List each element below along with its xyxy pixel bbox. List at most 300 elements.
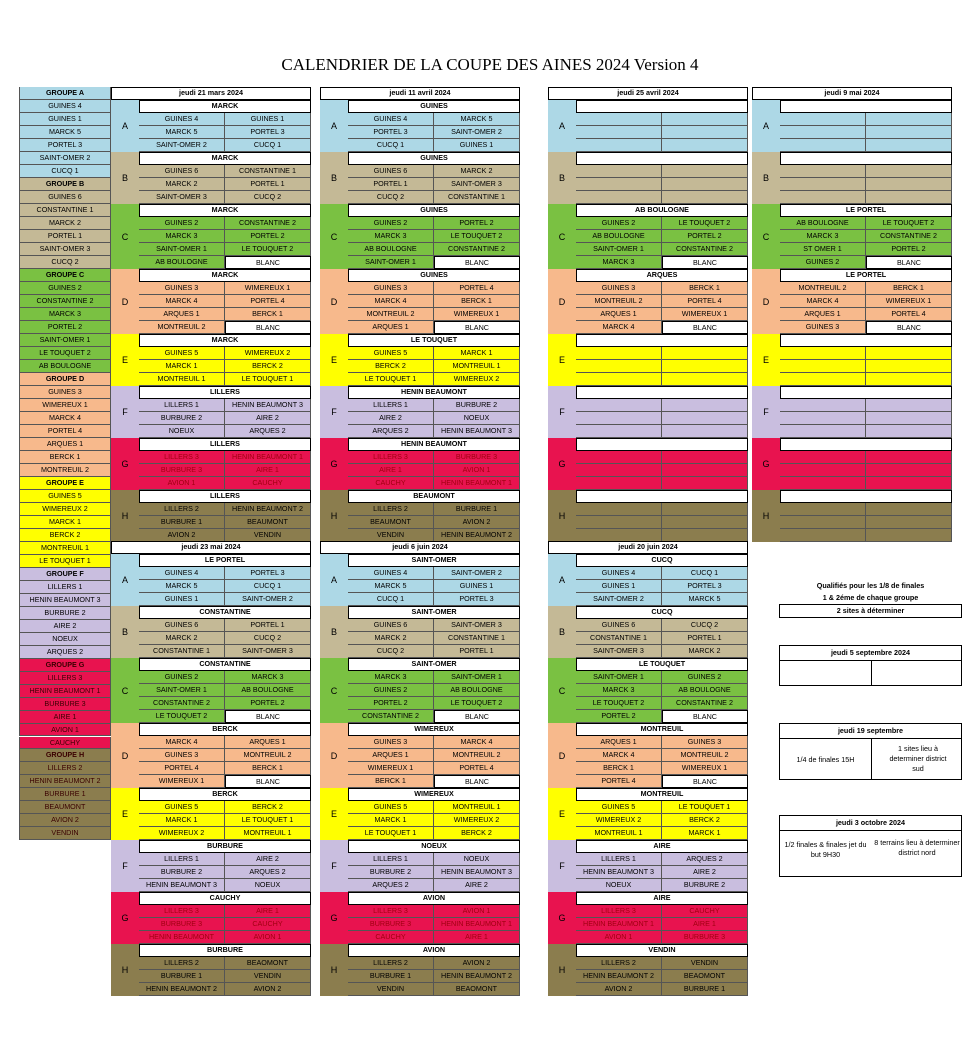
match-team: WIMEREUX 2 — [139, 827, 225, 840]
group-letter: F — [111, 840, 139, 892]
match-team — [780, 347, 866, 360]
match-team — [662, 412, 748, 425]
venue-header: HENIN BEAUMONT — [348, 438, 520, 451]
match-team: MARCK 5 — [662, 593, 748, 606]
match-team: AVION 1 — [576, 931, 662, 944]
match-team: LILLERS 3 — [576, 905, 662, 918]
match-team: VENDIN — [662, 957, 748, 970]
team-entry: BERCK 2 — [19, 529, 111, 542]
match-team: ARQUES 1 — [348, 321, 434, 334]
match-team — [866, 360, 952, 373]
match-team: PORTEL 2 — [348, 697, 434, 710]
venue-header — [576, 490, 748, 503]
match-team: BEAUMONT — [225, 516, 311, 529]
match-team: LILLERS 2 — [576, 957, 662, 970]
match-team: LILLERS 1 — [139, 853, 225, 866]
match-team: PORTEL 1 — [434, 645, 520, 658]
team-entry: LILLERS 1 — [19, 581, 111, 594]
venue-header: BERCK — [139, 723, 311, 736]
match-team — [866, 165, 952, 178]
match-team: HENIN BEAUMONT 1 — [225, 451, 311, 464]
match-team: AB BOULOGNE — [139, 256, 225, 269]
match-team: MONTREUIL 1 — [434, 360, 520, 373]
group-letter: C — [548, 658, 576, 723]
group-letter: G — [320, 892, 348, 944]
venue-header: LILLERS — [139, 386, 311, 399]
match-team: SAINT-OMER 2 — [434, 567, 520, 580]
team-entry: WIMEREUX 1 — [19, 399, 111, 412]
match-team: LILLERS 1 — [348, 399, 434, 412]
match-team: CUCQ 1 — [225, 580, 311, 593]
match-team: AVION 2 — [434, 516, 520, 529]
match-team: ARQUES 1 — [780, 308, 866, 321]
team-entry: GUINES 4 — [19, 100, 111, 113]
match-team: GUINES 2 — [139, 217, 225, 230]
match-team: BERCK 1 — [225, 762, 311, 775]
match-team: GUINES 1 — [434, 139, 520, 152]
match-team: MARCK 5 — [139, 126, 225, 139]
team-entry: ARQUES 1 — [19, 438, 111, 451]
match-team: PORTEL 3 — [348, 126, 434, 139]
match-team: LE TOUQUET 2 — [139, 710, 225, 723]
venue-header — [780, 100, 952, 113]
match-team: AB BOULOGNE — [780, 217, 866, 230]
match-team: BLANC — [434, 256, 520, 269]
team-entry: BEAUMONT — [19, 801, 111, 814]
match-team: MONTREUIL 2 — [434, 749, 520, 762]
match-team — [576, 477, 662, 490]
match-team: PORTEL 4 — [866, 308, 952, 321]
group-letter: G — [548, 438, 576, 490]
group-letter: F — [320, 386, 348, 438]
group-letter: E — [320, 334, 348, 386]
venue-header: GUINES — [348, 152, 520, 165]
match-team: VENDIN — [348, 529, 434, 542]
match-team: GUINES 5 — [576, 801, 662, 814]
match-team — [662, 425, 748, 438]
match-team: MARCK 4 — [348, 295, 434, 308]
group-letter: H — [548, 490, 576, 542]
match-team: CUCQ 2 — [348, 191, 434, 204]
match-team: SAINT-OMER 3 — [434, 619, 520, 632]
match-team: SAINT-OMER 1 — [348, 256, 434, 269]
match-team: BERCK 2 — [434, 827, 520, 840]
match-team: SAINT-OMER 3 — [434, 178, 520, 191]
match-team: BURBURE 3 — [139, 464, 225, 477]
match-team — [662, 516, 748, 529]
match-team — [866, 178, 952, 191]
match-team: GUINES 5 — [139, 347, 225, 360]
match-team: GUINES 2 — [662, 671, 748, 684]
match-team: AIRE 1 — [225, 464, 311, 477]
venue-header: CONSTANTINE — [139, 606, 311, 619]
match-team — [780, 360, 866, 373]
match-team: CAUCHY — [662, 905, 748, 918]
match-team: GUINES 5 — [139, 801, 225, 814]
venue-header: LE TOUQUET — [576, 658, 748, 671]
final-date: jeudi 3 octobre 2024 — [780, 816, 961, 831]
team-entry: PORTEL 2 — [19, 321, 111, 334]
venue-header: MONTREUIL — [576, 723, 748, 736]
match-team: MARCK 1 — [434, 347, 520, 360]
group-heading: GROUPE G — [19, 659, 111, 672]
match-team: BLANC — [662, 256, 748, 269]
venue-header: GUINES — [348, 269, 520, 282]
date-header: jeudi 25 avril 2024 — [548, 87, 748, 100]
match-team: BLANC — [225, 710, 311, 723]
group-letter: E — [548, 788, 576, 840]
match-team: HENIN BEAUMONT 1 — [434, 918, 520, 931]
match-team: MARCK 2 — [139, 178, 225, 191]
group-letter: A — [752, 100, 780, 152]
team-entry: MONTREUIL 1 — [19, 542, 111, 555]
match-team: MONTREUIL 2 — [576, 295, 662, 308]
group-letter: F — [548, 840, 576, 892]
team-entry: MARCK 4 — [19, 412, 111, 425]
match-team — [576, 113, 662, 126]
team-entry: SAINT-OMER 2 — [19, 152, 111, 165]
match-team — [780, 165, 866, 178]
match-team: BLANC — [225, 321, 311, 334]
venue-header: BURBURE — [139, 840, 311, 853]
match-team: HENIN BEAUMONT 2 — [434, 529, 520, 542]
match-team: GUINES 6 — [576, 619, 662, 632]
team-entry: BERCK 1 — [19, 451, 111, 464]
match-team — [780, 191, 866, 204]
match-team: HENIN BEAUMONT 3 — [225, 399, 311, 412]
match-team: BLANC — [866, 321, 952, 334]
match-team: ARQUES 2 — [225, 866, 311, 879]
match-team: LE TOUQUET 1 — [662, 801, 748, 814]
match-team: AVION 1 — [434, 464, 520, 477]
match-team: AIRE 2 — [434, 879, 520, 892]
divider — [871, 661, 872, 686]
match-team: HENIN BEAUMONT 3 — [434, 866, 520, 879]
match-team: BERCK 1 — [434, 295, 520, 308]
match-team: MARCK 5 — [434, 113, 520, 126]
match-team: NOEUX — [139, 425, 225, 438]
venue-header: AIRE — [576, 892, 748, 905]
match-team: LILLERS 2 — [139, 503, 225, 516]
venue-header — [780, 152, 952, 165]
match-team: NOEUX — [576, 879, 662, 892]
match-team: MARCK 3 — [576, 256, 662, 269]
match-team: CONSTANTINE 1 — [434, 191, 520, 204]
venue-header: BURBURE — [139, 944, 311, 957]
venue-header: WIMEREUX — [348, 788, 520, 801]
match-team: PORTEL 3 — [225, 567, 311, 580]
venue-header: GUINES — [348, 100, 520, 113]
group-letter: E — [548, 334, 576, 386]
match-team — [576, 178, 662, 191]
match-team — [780, 451, 866, 464]
match-team: PORTEL 4 — [434, 282, 520, 295]
qualification-line-3: 2 sites à déterminer — [779, 604, 962, 618]
match-team: WIMEREUX 1 — [662, 762, 748, 775]
team-entry: CONSTANTINE 2 — [19, 295, 111, 308]
match-team: PORTEL 1 — [348, 178, 434, 191]
match-team: WIMEREUX 1 — [434, 308, 520, 321]
team-entry: GUINES 2 — [19, 282, 111, 295]
venue-header: ARQUES — [576, 269, 748, 282]
page-title: CALENDRIER DE LA COUPE DES AINES 2024 Version 4 — [281, 55, 699, 74]
match-team — [780, 373, 866, 386]
group-heading: GROUPE F — [19, 568, 111, 581]
match-team — [780, 113, 866, 126]
match-team: AIRE 1 — [348, 464, 434, 477]
venue-header: WIMEREUX — [348, 723, 520, 736]
team-entry: VENDIN — [19, 827, 111, 840]
match-team: BEAOMONT — [434, 983, 520, 996]
match-team: GUINES 4 — [576, 567, 662, 580]
group-letter: E — [320, 788, 348, 840]
match-team — [866, 425, 952, 438]
venue-header: AVION — [348, 892, 520, 905]
match-team: MARCK 3 — [576, 684, 662, 697]
match-team: LE TOUQUET 1 — [225, 373, 311, 386]
match-team: VENDIN — [348, 983, 434, 996]
match-team — [576, 126, 662, 139]
group-letter: B — [548, 152, 576, 204]
match-team: PORTEL 2 — [662, 230, 748, 243]
match-team: MARCK 4 — [576, 749, 662, 762]
match-team: MONTREUIL 2 — [225, 749, 311, 762]
group-letter: H — [320, 490, 348, 542]
match-team: GUINES 4 — [348, 567, 434, 580]
match-team: ARQUES 2 — [225, 425, 311, 438]
match-team — [576, 503, 662, 516]
match-team: WIMEREUX 1 — [348, 762, 434, 775]
group-letter: A — [548, 100, 576, 152]
match-team — [866, 191, 952, 204]
match-team: NOEUX — [225, 879, 311, 892]
match-team: LE TOUQUET 2 — [434, 697, 520, 710]
match-team: ST OMER 1 — [780, 243, 866, 256]
match-team: BEAOMONT — [662, 970, 748, 983]
september-5-box — [779, 645, 962, 686]
match-team — [576, 464, 662, 477]
team-entry: HENIN BEAUMONT 2 — [19, 775, 111, 788]
match-team: GUINES 3 — [139, 282, 225, 295]
match-team: MARCK 4 — [139, 736, 225, 749]
match-team: NOEUX — [434, 412, 520, 425]
group-heading: GROUPE C — [19, 269, 111, 282]
match-team: BERCK 2 — [348, 360, 434, 373]
match-team: BERCK 1 — [348, 775, 434, 788]
match-team: MARCK 4 — [139, 295, 225, 308]
match-team: LILLERS 3 — [348, 451, 434, 464]
match-team: CONSTANTINE 2 — [139, 697, 225, 710]
match-team — [662, 451, 748, 464]
match-team: CUCQ 2 — [225, 191, 311, 204]
team-entry: MARCK 3 — [19, 308, 111, 321]
match-team: MARCK 3 — [225, 671, 311, 684]
group-letter: B — [111, 606, 139, 658]
group-heading: GROUPE B — [19, 178, 111, 191]
match-team — [866, 113, 952, 126]
match-team: BURBURE 3 — [434, 451, 520, 464]
venue-header: LE TOUQUET — [348, 334, 520, 347]
match-team: PORTEL 4 — [225, 295, 311, 308]
team-entry: AIRE 1 — [19, 711, 111, 724]
match-team: PORTEL 2 — [225, 697, 311, 710]
venue-header: MARCK — [139, 269, 311, 282]
match-team: GUINES 3 — [348, 736, 434, 749]
match-team: GUINES 2 — [348, 684, 434, 697]
match-team: GUINES 3 — [348, 282, 434, 295]
match-team — [576, 373, 662, 386]
match-team — [662, 477, 748, 490]
match-team: HENIN BEAUMONT 3 — [576, 866, 662, 879]
match-team: CONSTANTINE 2 — [348, 710, 434, 723]
match-team: PORTEL 3 — [225, 126, 311, 139]
match-team: BURBURE 2 — [348, 866, 434, 879]
group-letter: G — [752, 438, 780, 490]
match-team — [866, 399, 952, 412]
match-team — [780, 516, 866, 529]
group-letter: B — [111, 152, 139, 204]
group-letter: F — [752, 386, 780, 438]
group-letter: G — [548, 892, 576, 944]
venue-header — [576, 438, 748, 451]
venue-header: BERCK — [139, 788, 311, 801]
match-team: LILLERS 2 — [348, 957, 434, 970]
venue-header — [576, 386, 748, 399]
match-team: CUCQ 1 — [348, 139, 434, 152]
venue-header: GUINES — [348, 204, 520, 217]
match-team: ARQUES 1 — [576, 308, 662, 321]
venue-header: LE PORTEL — [780, 269, 952, 282]
venue-header: BEAUMONT — [348, 490, 520, 503]
match-team: PORTEL 1 — [662, 632, 748, 645]
match-team: LE TOUQUET 1 — [225, 814, 311, 827]
match-team: BERCK 2 — [225, 360, 311, 373]
match-team: AVION 1 — [434, 905, 520, 918]
team-entry: LE TOUQUET 2 — [19, 347, 111, 360]
match-team: LE TOUQUET 2 — [225, 243, 311, 256]
group-letter: H — [320, 944, 348, 996]
match-team — [866, 516, 952, 529]
match-team: AIRE 2 — [225, 853, 311, 866]
match-team: BLANC — [662, 775, 748, 788]
match-team: BURBURE 2 — [434, 399, 520, 412]
match-team: BERCK 1 — [662, 282, 748, 295]
venue-header: MARCK — [139, 152, 311, 165]
date-header: jeudi 20 juin 2024 — [548, 541, 748, 554]
match-team — [780, 126, 866, 139]
group-letter: A — [111, 554, 139, 606]
group-letter: D — [320, 269, 348, 334]
match-team: LE TOUQUET 1 — [348, 373, 434, 386]
match-team: MONTREUIL 1 — [139, 373, 225, 386]
final-box — [779, 815, 962, 877]
match-team: MARCK 5 — [348, 580, 434, 593]
venue-header: CAUCHY — [139, 892, 311, 905]
match-team — [576, 451, 662, 464]
match-team: CONSTANTINE 1 — [434, 632, 520, 645]
team-entry: CUCQ 1 — [19, 165, 111, 178]
match-team: AB BOULOGNE — [348, 243, 434, 256]
match-team: MARCK 3 — [348, 230, 434, 243]
date-header: jeudi 11 avril 2024 — [320, 87, 520, 100]
match-team: GUINES 1 — [434, 580, 520, 593]
match-team: LILLERS 1 — [139, 399, 225, 412]
match-team: BURBURE 3 — [348, 918, 434, 931]
match-team: PORTEL 2 — [576, 710, 662, 723]
match-team: SAINT-OMER 1 — [139, 684, 225, 697]
match-team: AVION 2 — [139, 529, 225, 542]
match-team: LE TOUQUET 2 — [662, 217, 748, 230]
match-team: ARQUES 2 — [662, 853, 748, 866]
match-team: SAINT-OMER 3 — [576, 645, 662, 658]
group-letter: F — [111, 386, 139, 438]
group-letter: H — [548, 944, 576, 996]
match-team: PORTEL 2 — [225, 230, 311, 243]
match-team: CONSTANTINE 2 — [662, 697, 748, 710]
venue-header — [576, 334, 748, 347]
match-team: BLANC — [866, 256, 952, 269]
match-team — [866, 126, 952, 139]
group-heading: GROUPE E — [19, 477, 111, 490]
match-team: MARCK 4 — [780, 295, 866, 308]
match-team: ARQUES 2 — [348, 425, 434, 438]
match-team: BURBURE 1 — [434, 503, 520, 516]
september-5-date: jeudi 5 septembre 2024 — [780, 646, 961, 661]
group-letter: B — [752, 152, 780, 204]
match-team: HENIN BEAUMONT — [139, 931, 225, 944]
match-team: MONTREUIL 2 — [139, 321, 225, 334]
match-team: MARCK 1 — [662, 827, 748, 840]
match-team: MARCK 4 — [576, 321, 662, 334]
match-team — [576, 191, 662, 204]
venue-header: SAINT-OMER — [348, 606, 520, 619]
match-team: HENIN BEAUMONT 1 — [576, 918, 662, 931]
match-team: BLANC — [225, 775, 311, 788]
match-team: SAINT-OMER 1 — [576, 243, 662, 256]
group-letter: A — [320, 100, 348, 152]
team-entry: MARCK 1 — [19, 516, 111, 529]
match-team — [866, 347, 952, 360]
group-letter: F — [320, 840, 348, 892]
match-team: CONSTANTINE 1 — [139, 645, 225, 658]
match-team: ARQUES 2 — [348, 879, 434, 892]
match-team: MARCK 1 — [348, 814, 434, 827]
venue-header: CONSTANTINE — [139, 658, 311, 671]
venue-header: AB BOULOGNE — [576, 204, 748, 217]
match-team: PORTEL 4 — [434, 762, 520, 775]
match-team — [662, 347, 748, 360]
match-team: GUINES 2 — [348, 217, 434, 230]
match-team: CAUCHY — [225, 477, 311, 490]
match-team: HENIN BEAUMONT 2 — [225, 503, 311, 516]
match-team: HENIN BEAUMONT 2 — [576, 970, 662, 983]
venue-header: SAINT-OMER — [348, 554, 520, 567]
group-letter: E — [111, 788, 139, 840]
match-team: AB BOULOGNE — [576, 230, 662, 243]
match-team: SAINT-OMER 2 — [225, 593, 311, 606]
match-team: AIRE 1 — [434, 931, 520, 944]
match-team: BURBURE 3 — [139, 918, 225, 931]
group-heading: GROUPE A — [19, 87, 111, 100]
match-team: MONTREUIL 1 — [576, 827, 662, 840]
match-team — [780, 178, 866, 191]
match-team: PORTEL 3 — [662, 580, 748, 593]
match-team: PORTEL 2 — [866, 243, 952, 256]
match-team: LILLERS 3 — [139, 451, 225, 464]
team-entry: GUINES 3 — [19, 386, 111, 399]
match-team — [576, 139, 662, 152]
venue-header: NOEUX — [348, 840, 520, 853]
